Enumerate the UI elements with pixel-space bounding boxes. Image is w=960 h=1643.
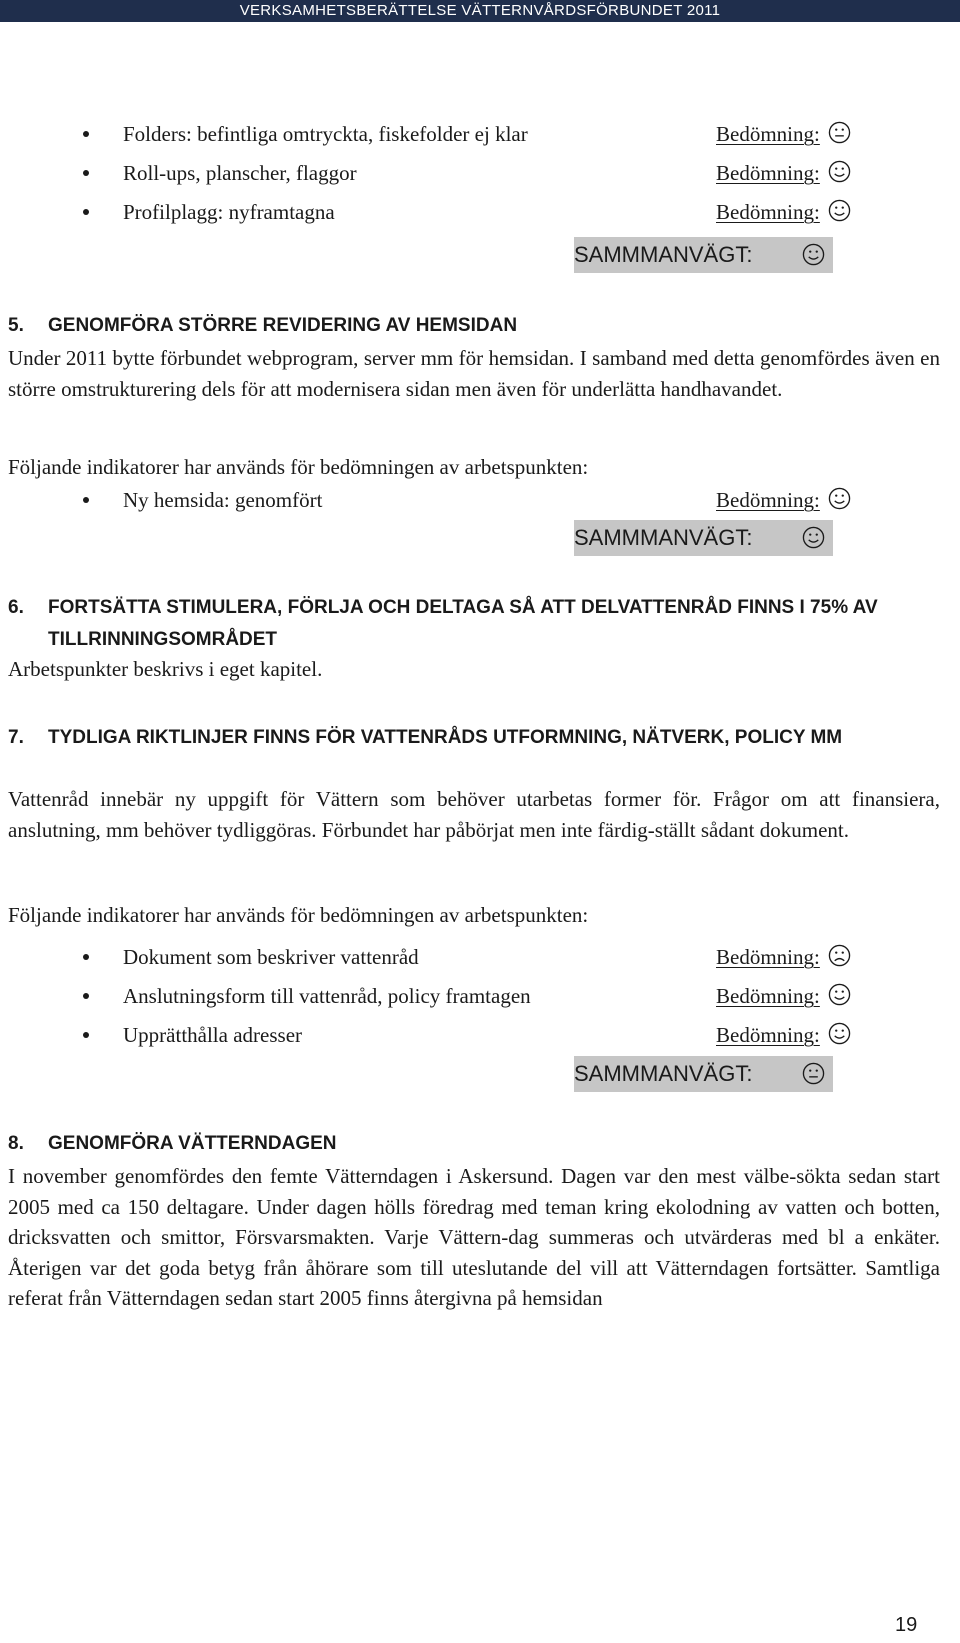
item-label: Folders: befintliga omtryckta, fiskefolder ej klar: [123, 122, 528, 146]
rating-label: Bedömning:: [716, 161, 820, 185]
list-item: [0, 484, 960, 516]
item-label: Roll-ups, planscher, flaggor: [123, 161, 357, 185]
item-label: Ny hemsida: genomfört: [123, 488, 323, 512]
section-number: 6.: [8, 597, 24, 618]
section-title: GENOMFÖRA VÄTTERNDAGEN: [48, 1133, 337, 1154]
bullet: [83, 954, 89, 960]
section-title: FORTSÄTTA STIMULERA, FÖRLJA OCH DELTAGA SÅ ATT DELVATTENRÅD FINNS I 75% AV TILLRINNINGSOMRÅDET: [48, 597, 878, 650]
page-header: [0, 0, 960, 22]
bullet: [83, 209, 89, 215]
section-title: GENOMFÖRA STÖRRE REVIDERING AV HEMSIDAN: [48, 315, 518, 336]
item-rating: [716, 484, 851, 516]
happy-face-icon: [802, 526, 825, 549]
happy-face-icon: [802, 243, 825, 266]
happy-face-icon: [828, 160, 851, 183]
rating-label: Bedömning:: [716, 200, 820, 224]
item-rating: [716, 980, 851, 1012]
item-rating: [716, 1019, 851, 1051]
section-paragraph: Under 2011 bytte förbundet webprogram, server mm för hemsidan. I samband med detta genomfördes även en större omstrukturering dels för att modernisera sidan men även för underlätta handhavandet.: [8, 346, 940, 401]
page-number: 19: [895, 1614, 918, 1636]
indicators-intro: Följande indikatorer har används för bedömningen av arbetspunkten:: [8, 455, 589, 479]
list-item: [0, 980, 960, 1012]
list-item: [0, 1019, 960, 1051]
bullet: [83, 170, 89, 176]
bullet: [83, 1032, 89, 1038]
rating-label: Bedömning:: [716, 945, 820, 969]
happy-face-icon: [828, 983, 851, 1006]
section-paragraph: I november genomfördes den femte Vätterndagen i Askersund. Dagen var den mest välbe-sökta sedan start 2005 med ca 150 deltagare. Under dagen hölls föredrag med teman kring ekolodning av vatten och botten, dricksvatten och smittor, Försvarsmakten. Varje Vättern-dag summeras och utvärderas med bl a enkäter. Återigen var det goda betyg från åhörare som till uteslutande del vill att Vätterndagen fortsätter. Samtliga referat från Vätterndagen sedan start 2005 finns återgivna på hemsidan: [8, 1164, 940, 1310]
list-item: [0, 941, 960, 973]
indicators-intro: Följande indikatorer har används för bedömningen av arbetspunkten:: [8, 903, 589, 927]
rating-label: Bedömning:: [716, 488, 820, 512]
list-item: [0, 118, 960, 150]
item-label: Profilplagg: nyframtagna: [123, 200, 335, 224]
item-rating: [716, 941, 851, 973]
item-label: Anslutningsform till vattenråd, policy framtagen: [123, 984, 531, 1008]
summary-box: [574, 520, 833, 556]
item-rating: [716, 196, 851, 228]
item-label: Upprätthålla adresser: [123, 1023, 303, 1047]
summary-label: SAMMMANVÄGT:: [574, 242, 753, 267]
neutral-face-icon: [802, 1062, 825, 1085]
happy-face-icon: [828, 1022, 851, 1045]
section-title: TYDLIGA RIKTLINJER FINNS FÖR VATTENRÅDS UTFORMNING, NÄTVERK, POLICY MM: [48, 727, 843, 748]
rating-label: Bedömning:: [716, 984, 820, 1008]
bullet: [83, 993, 89, 999]
item-rating: [716, 157, 851, 189]
summary-label: SAMMMANVÄGT:: [574, 525, 753, 550]
item-rating: [716, 118, 851, 150]
section-number: 8.: [8, 1133, 24, 1154]
neutral-face-icon: [828, 121, 851, 144]
section-number: 5.: [8, 315, 24, 336]
item-label: Dokument som beskriver vattenråd: [123, 945, 419, 969]
happy-face-icon: [828, 487, 851, 510]
rating-label: Bedömning:: [716, 122, 820, 146]
happy-face-icon: [828, 199, 851, 222]
summary-box: [574, 1056, 833, 1092]
sad-face-icon: [828, 944, 851, 967]
rating-label: Bedömning:: [716, 1023, 820, 1047]
list-item: [0, 157, 960, 189]
section-paragraph: Vattenråd innebär ny uppgift för Vättern som behöver utarbetas former för. Frågor om att finansiera, anslutning, mm behöver tydliggöras. Förbundet har påbörjat men inte färdig-ställt sådant dokument.: [8, 787, 940, 842]
list-item: [0, 196, 960, 228]
summary-label: SAMMMANVÄGT:: [574, 1061, 753, 1086]
bullet: [83, 497, 89, 503]
bullet: [83, 131, 89, 137]
header-title: VERKSAMHETSBERÄTTELSE VÄTTERNVÅRDSFÖRBUNDET 2011: [239, 2, 721, 19]
section-number: 7.: [8, 727, 24, 748]
summary-box: [574, 237, 833, 273]
section-paragraph: Arbetspunkter beskrivs i eget kapitel.: [8, 657, 323, 681]
